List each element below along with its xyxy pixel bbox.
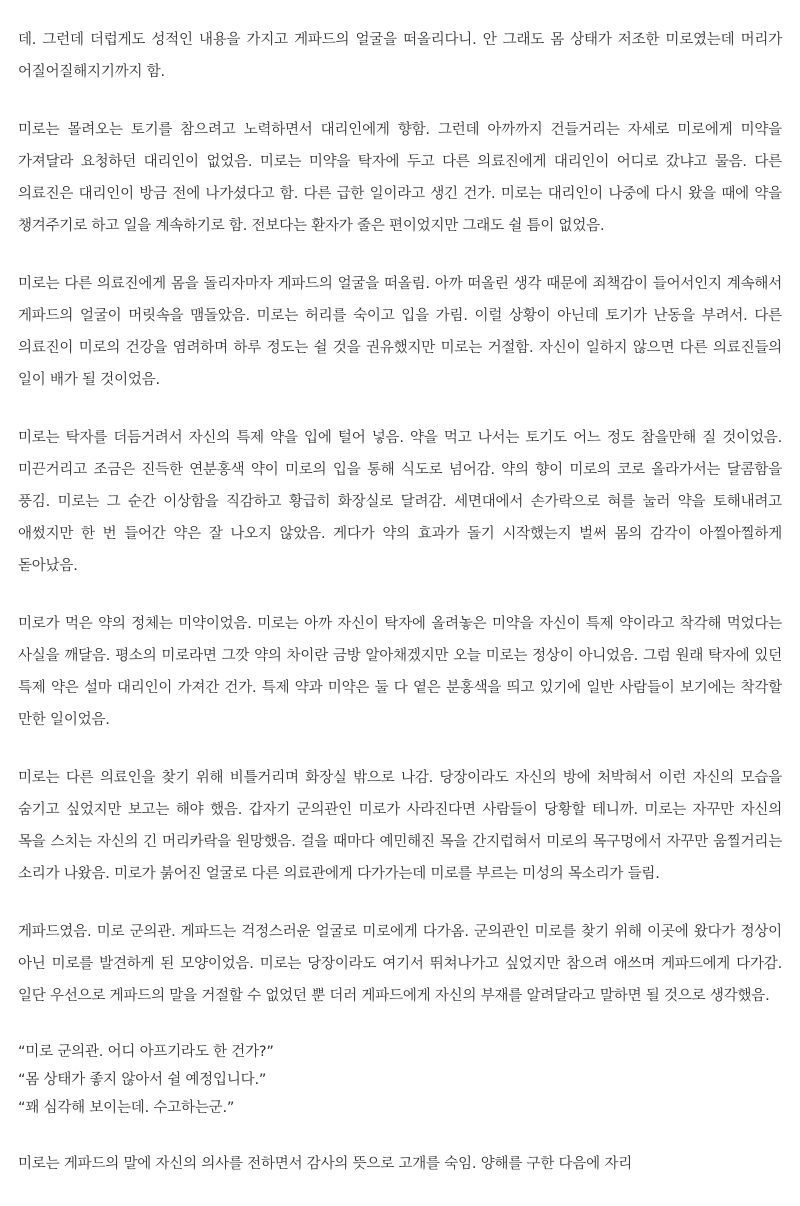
paragraph-4: 미로는 탁자를 더듬거려서 자신의 특제 약을 입에 털어 넣음. 약을 먹고 나서는 토기도 어느 정도 참을만해 질 것이었음. 미끈거리고 조금은 진득한 연분홍색 약이 미로의 입을 통해 식도로 넘어감. 약의 향이 미로의 코로 올라가서는 달콤함을 풍김. 미로는 그 순간 이상함을 직감하고 황급히 화장실로 달려감. 세면대에서 손가락으로 혀를 눌러 약을 토해내려고 애썼지만 한 번 들어간 약은 잘 나오지 않았음. 게다가 약의 효과가 돌기 시작했는지 벌써 몸의 감각이 아찔아찔하게 돋아났음. bbox=[18, 430, 782, 574]
dialogue-line: “미로 군의관. 어디 아프기라도 한 건가?” bbox=[18, 1044, 274, 1060]
paragraph-1: 데. 그런데 더럽게도 성적인 내용을 가지고 게파드의 얼굴을 떠올리다니. 안 그래도 몸 상태가 저조한 미로였는데 머리가 어질어질해지기까지 함. bbox=[18, 32, 782, 80]
paragraph-2: 미로는 몰려오는 토기를 참으려고 노력하면서 대리인에게 향함. 그런데 아까까지 건들거리는 자세로 미로에게 미약을 가져달라 요청하던 대리인이 없었음. 미로는 미약을 탁자에 두고 다른 의료진에게 대리인이 어디로 갔냐고 물음. 다른 의료진은 대리인이 방금 전에 나가셨다고 함. 다른 급한 일이라고 생긴 건가. 미로는 대리인이 나중에 다시 왔을 때에 약을 챙겨주기로 하고 일을 계속하기로 함. 전보다는 환자가 줄은 편이었지만 그래도 쉴 틈이 없었음. bbox=[18, 122, 782, 234]
paragraph-5: 미로가 먹은 약의 정체는 미약이었음. 미로는 아까 자신이 탁자에 올려놓은 미약을 자신이 특제 약이라고 착각해 먹었다는 사실을 깨달음. 평소의 미로라면 그깟 약의 차이란 금방 알아채겠지만 오늘 미로는 정상이 아니었음. 그럼 원래 탁자에 있던 특제 약은 설마 대리인이 가져간 건가. 특제 약과 미약은 둘 다 옅은 분홍색을 띄고 있기에 일반 사람들이 보기에는 착각할 만한 일이었음. bbox=[18, 616, 782, 728]
document-body bbox=[18, 24, 782, 1206]
dialogue-block bbox=[18, 1038, 782, 1122]
dialogue-line: “꽤 심각해 보이는데. 수고하는군.” bbox=[18, 1100, 235, 1116]
paragraph-3: 미로는 다른 의료진에게 몸을 돌리자마자 게파드의 얼굴을 떠올림. 아까 떠올린 생각 때문에 죄책감이 들어서인지 계속해서 게파드의 얼굴이 머릿속을 맴돌았음. 미로는 허리를 숙이고 입을 가림. 이럴 상황이 아닌데 토기가 난동을 부려서. 다른 의료진이 미로의 건강을 염려하며 하루 정도는 쉴 것을 권유했지만 미로는 거절함. 자신이 일하지 않으면 다른 의료진들의 일이 배가 될 것이었음. bbox=[18, 276, 782, 388]
paragraph-7: 게파드였음. 미로 군의관. 게파드는 걱정스러운 얼굴로 미로에게 다가옴. 군의관인 미로를 찾기 위해 이곳에 왔다가 정상이 아닌 미로를 발견하게 된 모양이었음. 미로는 당장이라도 여기서 뛰쳐나가고 싶었지만 참으려 애쓰며 게파드에게 다가감. 일단 우선으로 게파드의 말을 거절할 수 없었던 뿐 더러 게파드에게 자신의 부재를 알려달라고 말하면 될 것으로 생각했음. bbox=[18, 924, 782, 1004]
dialogue-line: “몸 상태가 좋지 않아서 쉴 예정입니다.” bbox=[18, 1072, 267, 1088]
paragraph-closing: 미로는 게파드의 말에 자신의 의사를 전하면서 감사의 뜻으로 고개를 숙임. 양해를 구한 다음에 자리 bbox=[18, 1156, 633, 1172]
paragraph-6: 미로는 다른 의료인을 찾기 위해 비틀거리며 화장실 밖으로 나감. 당장이라도 자신의 방에 처박혀서 이런 자신의 모습을 숨기고 싶었지만 보고는 해야 했음. 갑자기 군의관인 미로가 사라진다면 사람들이 당황할 테니까. 미로는 자꾸만 자신의 목을 스치는 자신의 긴 머리카락을 원망했음. 걸을 때마다 예민해진 목을 간지럽혀서 미로의 목구멍에서 자꾸만 움찔거리는 소리가 나왔음. 미로가 붉어진 얼굴로 다른 의료관에게 다가가는데 미로를 부르는 미성의 목소리가 들림. bbox=[18, 770, 782, 882]
